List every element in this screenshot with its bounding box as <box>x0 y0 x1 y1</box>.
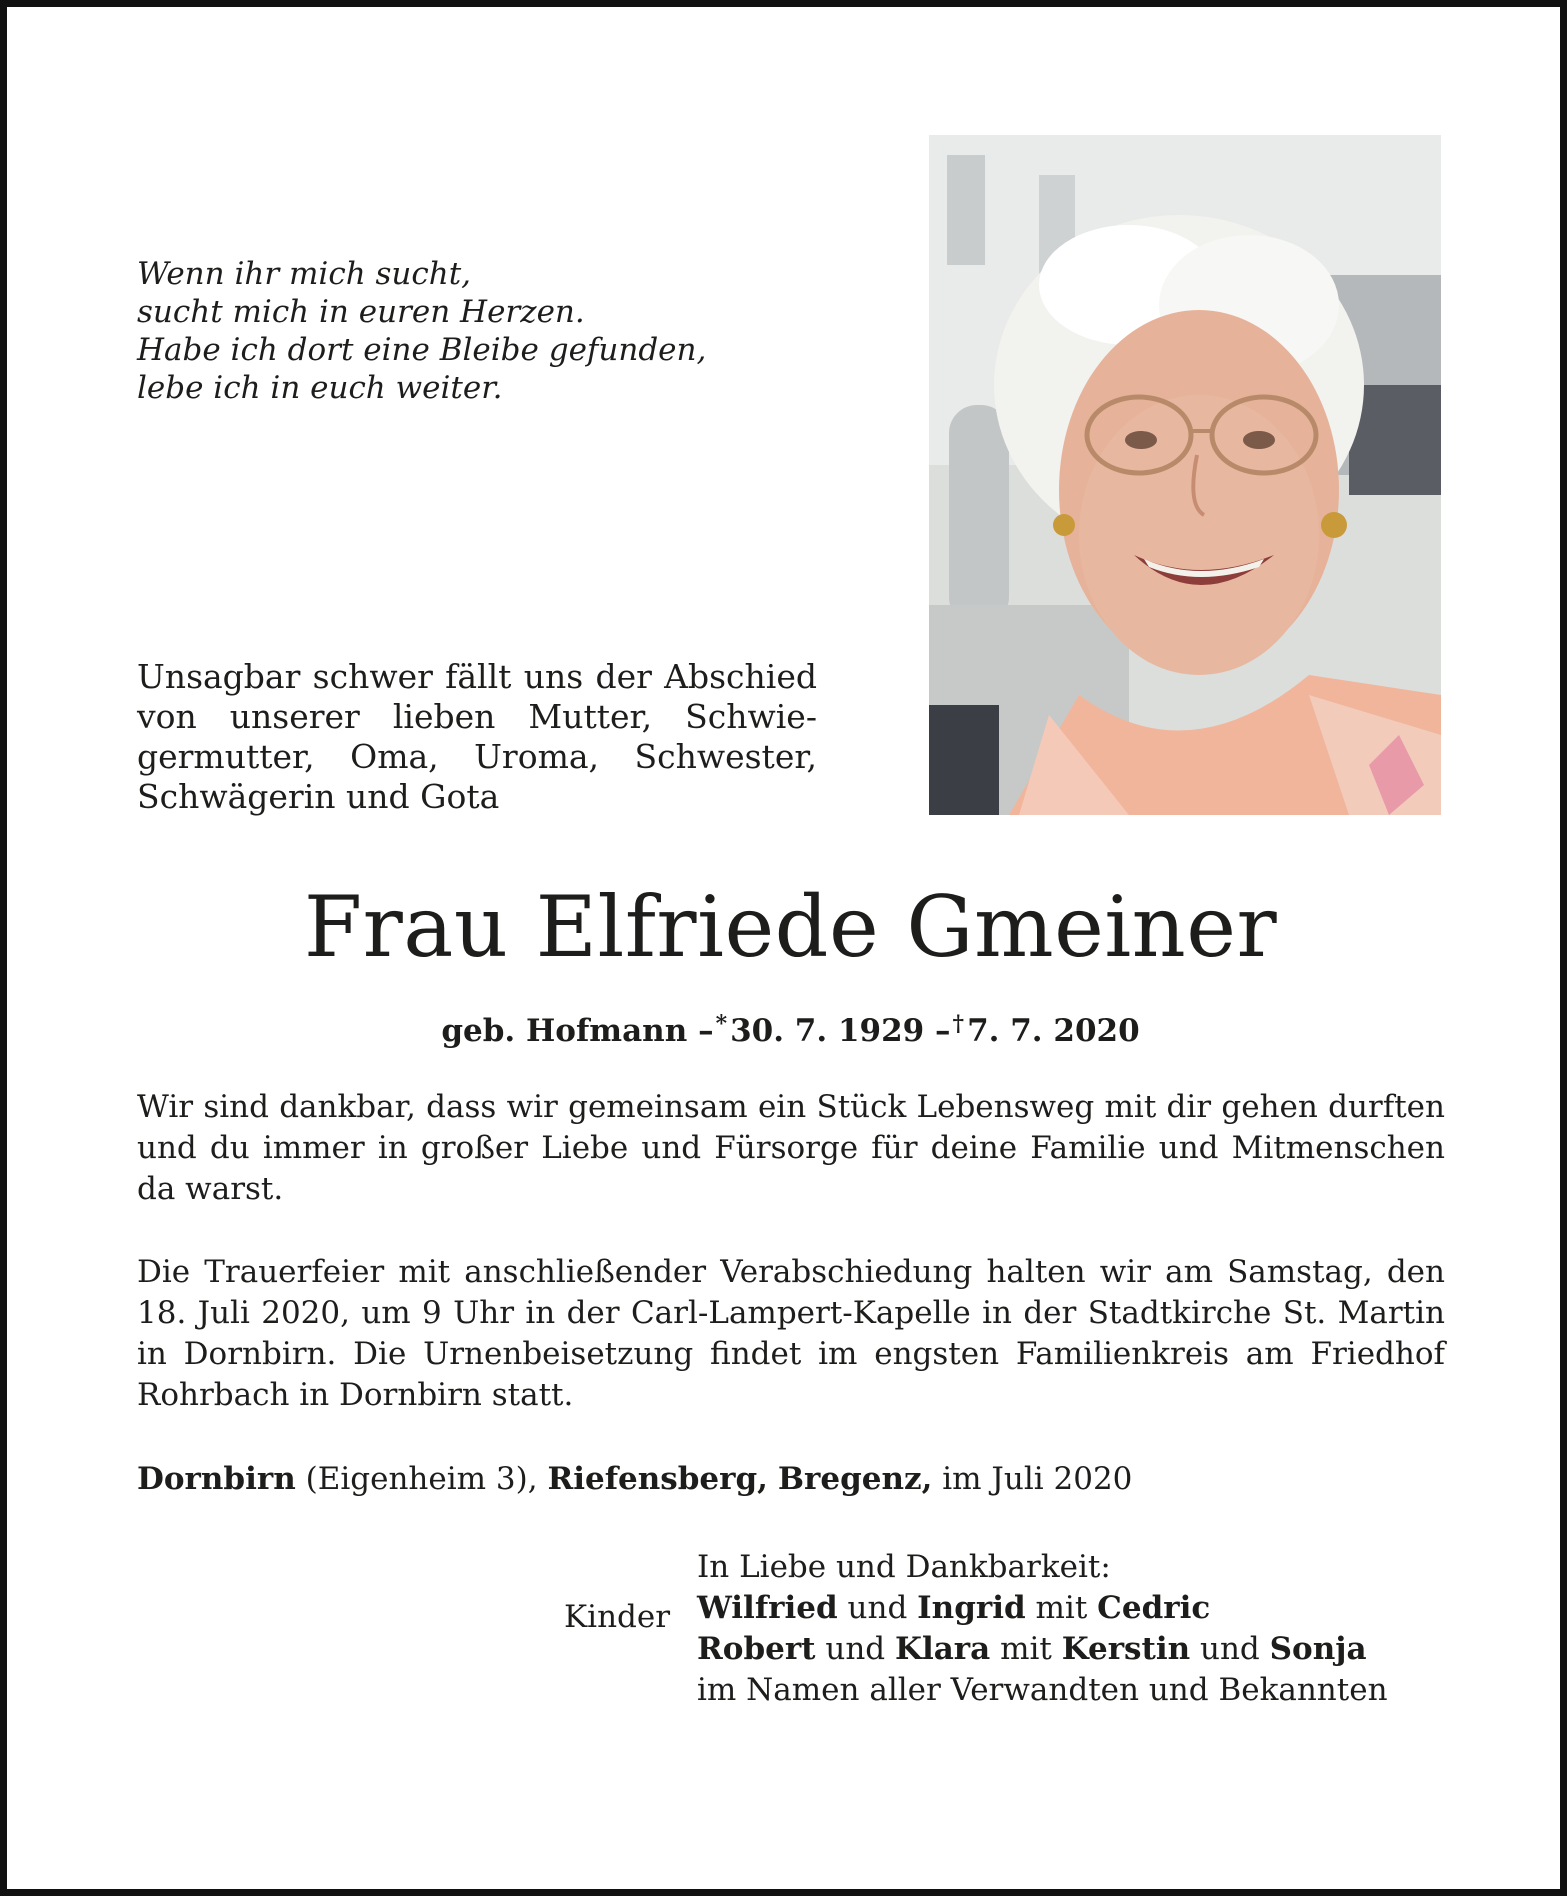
birth-star-icon: * <box>715 1011 728 1037</box>
notice-date: im Juli 2020 <box>942 1461 1133 1497</box>
life-dates <box>7 1004 1567 1051</box>
portrait-illustration <box>929 135 1441 815</box>
places-and-date <box>137 1459 1445 1500</box>
partner-name: Ingrid <box>917 1590 1026 1626</box>
poem <box>137 255 777 407</box>
grandchild-name: Kerstin <box>1061 1631 1191 1667</box>
connector: mit <box>1000 1631 1052 1667</box>
connector: und <box>847 1590 908 1626</box>
deceased-name: Frau Elfriede Gmeiner <box>303 878 1278 976</box>
maiden-name: geb. Hofmann <box>441 1013 688 1049</box>
dash: – <box>935 1013 951 1049</box>
death-cross-icon: † <box>952 1011 965 1037</box>
poem-line: Wenn ihr mich sucht, <box>137 256 472 292</box>
funeral-details-paragraph: Die Trauerfeier mit anschließender Verabschiedung halten wir am Samstag, den 18. Juli 2020, um 9 Uhr in der Carl-Lampert-Kapelle in der Stadtkirche St. Martin in Dornbirn. Die Urnenbeisetzung findet im engsten Familienkreis am Friedhof Rohrbach in Dornbirn statt. <box>137 1254 1445 1413</box>
family-line-1 <box>697 1588 1457 1629</box>
family-line-2 <box>697 1629 1457 1670</box>
birth-date: 30. 7. 1929 <box>730 1013 925 1049</box>
final-line: im Namen aller Verwandten und Bekannten <box>697 1672 1388 1708</box>
signature-block <box>697 1547 1457 1711</box>
partner-name: Klara <box>895 1631 991 1667</box>
connector: mit <box>1035 1590 1088 1626</box>
portrait-photo <box>929 135 1441 815</box>
intro-text: Unsagbar schwer fällt uns der Abschied von unserer lieben Mutter, Schwiegermutter, Oma, Uroma, Schwester, Schwägerin und Gota <box>137 657 817 816</box>
child-name: Robert <box>697 1631 816 1667</box>
poem-line: lebe ich in euch weiter. <box>137 370 503 406</box>
child-name: Wilfried <box>697 1590 838 1626</box>
grandchild-name: Cedric <box>1097 1590 1211 1626</box>
kinder-label: Kinder <box>564 1599 671 1635</box>
place-dornbirn: Dornbirn <box>137 1461 296 1497</box>
connector: und <box>825 1631 886 1667</box>
dash: – <box>698 1013 714 1049</box>
death-date: 7. 7. 2020 <box>967 1013 1140 1049</box>
connector: und <box>1200 1631 1260 1667</box>
gratitude-paragraph: Wir sind dankbar, dass wir gemeinsam ein Stück Lebensweg mit dir gehen durften und du immer in großer Liebe und Fürsorge für deine Familie und Mitmenschen da warst. <box>137 1089 1445 1207</box>
poem-line: Habe ich dort eine Bleibe gefunden, <box>137 332 707 368</box>
closing-line: In Liebe und Dankbarkeit: <box>697 1549 1111 1585</box>
place-bregenz: Bregenz, <box>777 1461 933 1497</box>
poem-line: sucht mich in euren Herzen. <box>137 294 585 330</box>
grandchild-name: Sonja <box>1269 1631 1367 1667</box>
address: (Eigenheim 3), <box>305 1461 538 1497</box>
place-riefensberg: Riefensberg, <box>547 1461 768 1497</box>
